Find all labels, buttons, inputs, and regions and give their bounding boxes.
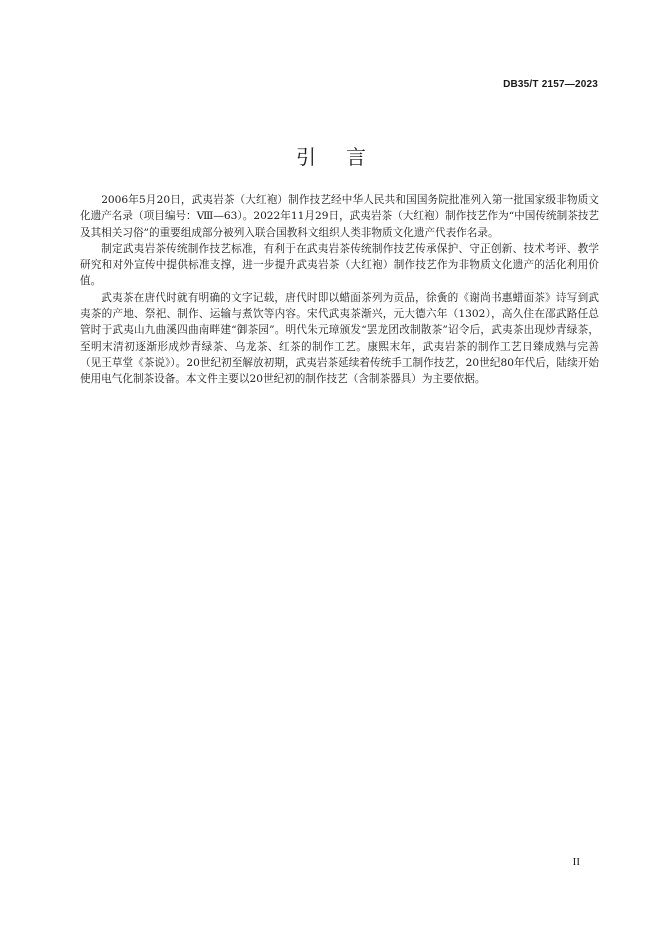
page-number: II xyxy=(572,856,580,868)
document-code: DB35/T 2157—2023 xyxy=(503,79,598,90)
body-text xyxy=(80,192,599,388)
paragraph: 2006年5月20日，武夷岩茶（大红袍）制作技艺经中华人民共和国国务院批准列入第一批国家级非物质文化遗产名录（项目编号：Ⅷ—63）。2022年11月29日，武夷岩茶（大红袍）制作技艺作为“中国传统制茶技艺及其相关习俗”的重要组成部分被列入联合国教科文组织人类非物质文化遗产代表作名录。 xyxy=(80,194,599,239)
paragraph: 制定武夷岩茶传统制作技艺标准，有利于在武夷岩茶传统制作技艺传承保护、守正创新、技术考评、教学研究和对外宣传中提供标准支撑，进一步提升武夷岩茶（大红袍）制作技艺作为非物质文化遗产的活化利用价值。 xyxy=(80,242,599,288)
paragraph: 武夷茶在唐代时就有明确的文字记载，唐代时即以蜡面茶列为贡品，徐夤的《谢尚书惠蜡面茶》诗写到武夷茶的产地、祭祀、制作、运输与煮饮等内容。宋代武夷茶渐兴，元大德六年（1302），高久住在邵武路任总管时于武夷山九曲溪四曲南畔建“御茶园”。明代朱元璋颁发“罢龙团改制散茶”诏令后，武夷茶出现炒青绿茶，至明末清初逐渐形成炒青绿茶、乌龙茶、红茶的制作工艺。康熙末年，武夷岩茶的制作工艺日臻成熟与完善（见王草堂《茶说》）。20世纪初至解放初期，武夷岩茶延续着传统手工制作技艺，20世纪80年代后，陆续开始使用电气化制茶设备。本文件主要以20世纪初的制作技艺（含制茶器具）为主要依据。 xyxy=(80,291,599,386)
page-title: 引言 xyxy=(296,145,396,169)
